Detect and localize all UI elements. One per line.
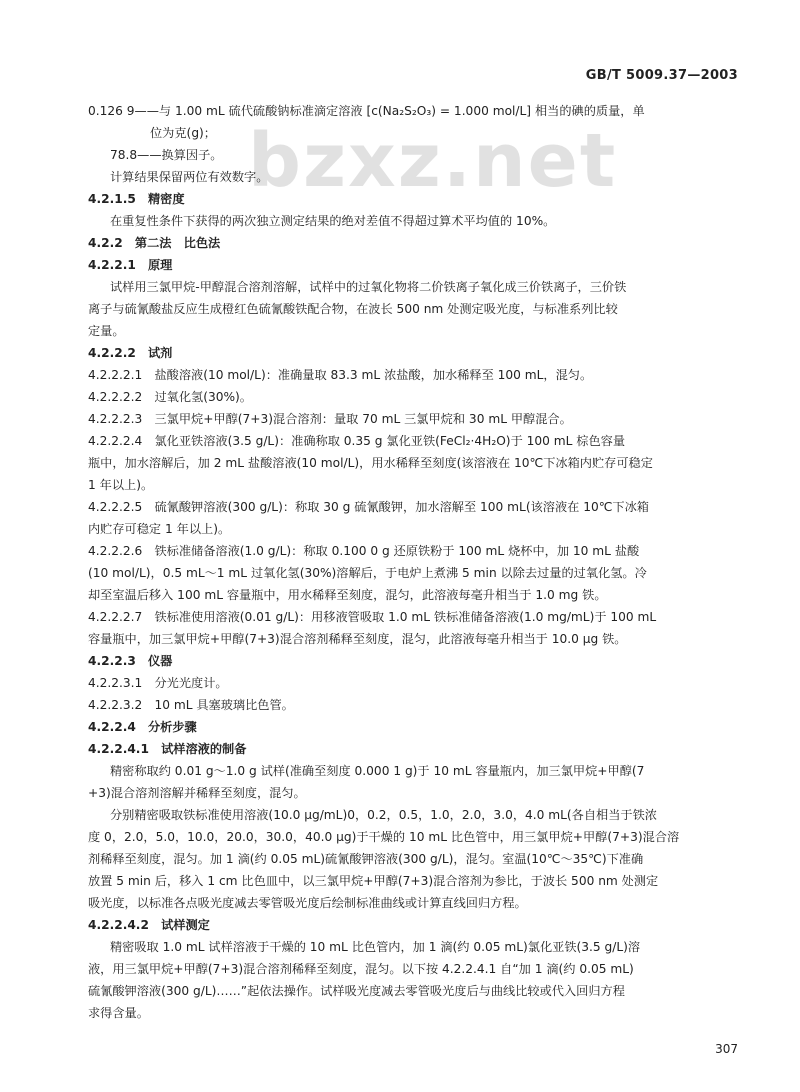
text-line: 4.2.2.3.2 10 mL 具塞玻璃比色管。 — [88, 698, 294, 712]
text-line: 4.2.2.2.5 硫氰酸钾溶液(300 g/L)：称取 30 g 硫氰酸钾，加水溶解至 100 mL(该溶液在 10℃下冰箱 — [88, 500, 649, 514]
text-line: 却至室温后移入 100 mL 容量瓶中，用水稀释至刻度，混匀，此溶液每毫升相当于 1.0 mg 铁。 — [88, 588, 607, 602]
section-heading: 4.2.2.4 分析步骤 — [88, 720, 197, 734]
text-line: 吸光度，以标准各点吸光度减去零管吸光度后绘制标准曲线或计算直线回归方程。 — [88, 896, 527, 910]
text-line: 定量。 — [88, 324, 125, 338]
text-line: 分别精密吸取铁标准使用溶液(10.0 μg/mL)0，0.2，0.5，1.0，2.0，3.0，4.0 mL(各自相当于铁浓 — [110, 808, 657, 822]
text-line: 度 0，2.0，5.0，10.0，20.0，30.0，40.0 μg)于干燥的 10 mL 比色管中，用三氯甲烷+甲醇(7+3)混合溶 — [88, 830, 680, 844]
text-line: 精密吸取 1.0 mL 试样溶液于干燥的 10 mL 比色管内，加 1 滴(约 0.05 mL)氯化亚铁(3.5 g/L)溶 — [110, 940, 641, 954]
text-line: 4.2.2.2.6 铁标准储备溶液(1.0 g/L)：称取 0.100 0 g 还原铁粉于 100 mL 烧杯中，加 10 mL 盐酸 — [88, 544, 640, 558]
text-line: (10 mol/L)，0.5 mL～1 mL 过氧化氢(30%)溶解后，于电炉上煮沸 5 min 以除去过量的过氧化氢。冷 — [88, 566, 647, 580]
text-line: 内贮存可稳定 1 年以上)。 — [88, 522, 231, 536]
text-line: 位为克(g)； — [150, 126, 216, 140]
text-line: 78.8——换算因子。 — [110, 148, 223, 162]
text-line: 4.2.2.2.1 盐酸溶液(10 mol/L)：准确量取 83.3 mL 浓盐酸，加水稀释至 100 mL，混匀。 — [88, 368, 593, 382]
section-heading: 4.2.2.4.1 试样溶液的制备 — [88, 742, 247, 756]
section-heading: 4.2.2.1 原理 — [88, 258, 173, 272]
section-heading: 4.2.2 第二法 比色法 — [88, 236, 221, 250]
text-line: 4.2.2.2.2 过氧化氢(30%)。 — [88, 390, 252, 404]
text-line: 剂稀释至刻度，混匀。加 1 滴(约 0.05 mL)硫氰酸钾溶液(300 g/L)，混匀。室温(10℃～35℃)下准确 — [88, 852, 644, 866]
text-line: 在重复性条件下获得的两次独立测定结果的绝对差值不得超过算术平均值的 10%。 — [110, 214, 556, 228]
standard-number: GB/T 5009.37—2003 — [585, 68, 738, 83]
text-line: 离子与硫氰酸盐反应生成橙红色硫氰酸铁配合物，在波长 500 nm 处测定吸光度，与标准系列比较 — [88, 302, 618, 316]
text-line: +3)混合溶剂溶解并稀释至刻度，混匀。 — [88, 786, 306, 800]
text-line: 4.2.2.3.1 分光光度计。 — [88, 676, 228, 690]
text-line: 瓶中，加水溶解后，加 2 mL 盐酸溶液(10 mol/L)，用水稀释至刻度(该溶液在 10℃下冰箱内贮存可稳定 — [88, 456, 653, 470]
document-body — [88, 100, 740, 1024]
section-heading: 4.2.2.2 试剂 — [88, 346, 173, 360]
text-line: 精密称取约 0.01 g～1.0 g 试样(准确至刻度 0.000 1 g)于 10 mL 容量瓶内，加三氯甲烷+甲醇(7 — [110, 764, 645, 778]
text-line: 0.126 9——与 1.00 mL 硫代硫酸钠标准滴定溶液 [c(Na₂S₂O₃) = 1.000 mol/L] 相当的碘的质量，单 — [88, 104, 645, 118]
section-heading: 4.2.2.4.2 试样测定 — [88, 918, 210, 932]
section-heading: 4.2.1.5 精密度 — [88, 192, 185, 206]
text-line: 容量瓶中，加三氯甲烷+甲醇(7+3)混合溶剂稀释至刻度，混匀，此溶液每毫升相当于 10.0 μg 铁。 — [88, 632, 627, 646]
page-number: 307 — [715, 1042, 738, 1056]
text-line: 1 年以上)。 — [88, 478, 154, 492]
text-line: 硫氰酸钾溶液(300 g/L)……”起依法操作。试样吸光度减去零管吸光度后与曲线比较或代入回归方程 — [88, 984, 625, 998]
text-line: 液，用三氯甲烷+甲醇(7+3)混合溶剂稀释至刻度，混匀。以下按 4.2.2.4.1 自“加 1 滴(约 0.05 mL) — [88, 962, 634, 976]
text-line: 求得含量。 — [88, 1006, 149, 1020]
text-line: 放置 5 min 后，移入 1 cm 比色皿中，以三氯甲烷+甲醇(7+3)混合溶剂为参比，于波长 500 nm 处测定 — [88, 874, 659, 888]
text-line: 计算结果保留两位有效数字。 — [110, 170, 269, 184]
text-line: 4.2.2.2.3 三氯甲烷+甲醇(7+3)混合溶剂：量取 70 mL 三氯甲烷和 30 mL 甲醇混合。 — [88, 412, 572, 426]
text-line: 试样用三氯甲烷-甲醇混合溶剂溶解，试样中的过氧化物将二价铁离子氧化成三价铁离子，三价铁 — [110, 280, 627, 294]
watermark-text: bzxz.net — [248, 118, 618, 204]
section-heading: 4.2.2.3 仪器 — [88, 654, 173, 668]
text-line: 4.2.2.2.4 氯化亚铁溶液(3.5 g/L)：准确称取 0.35 g 氯化亚铁(FeCl₂·4H₂O)于 100 mL 棕色容量 — [88, 434, 626, 448]
text-line: 4.2.2.2.7 铁标准使用溶液(0.01 g/L)：用移液管吸取 1.0 mL 铁标准储备溶液(1.0 mg/mL)于 100 mL — [88, 610, 657, 624]
